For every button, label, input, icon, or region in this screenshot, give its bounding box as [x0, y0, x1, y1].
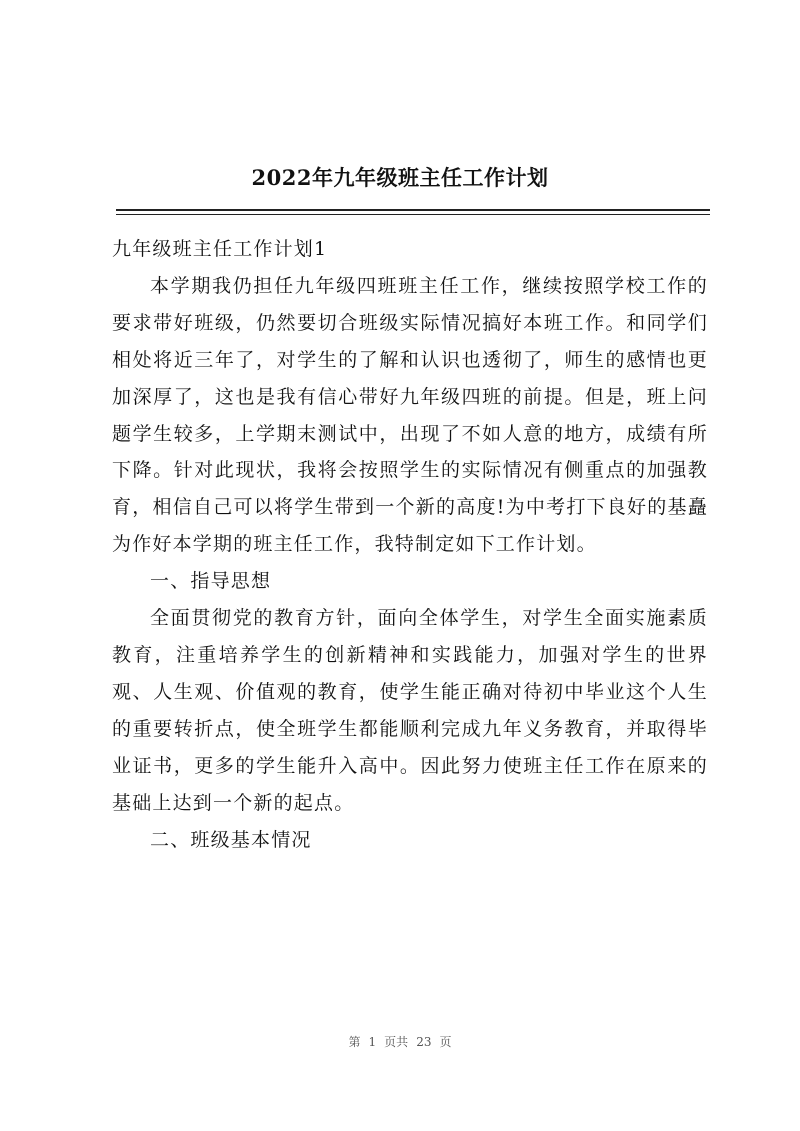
footer-current-page: 1 [368, 1035, 377, 1049]
title-divider-thin [116, 214, 710, 215]
page-footer [0, 1033, 800, 1050]
heading-class-situation: 二、班级基本情况 [150, 828, 312, 851]
section-subtitle: 九年级班主任工作计划1 [112, 238, 328, 260]
title-divider-thick [116, 209, 710, 211]
paragraph-guiding-ideology: 全面贯彻党的教育方针，面向全体学生，对学生全面实施素质教育，注重培养学生的创新精神和实践能力，加强对学生的世界观、人生观、价值观的教育，使学生能正确对待初中毕业这个人生的重要转折点，使全班学生都能顺利完成九年义务教育，并取得毕业证书，更多的学生能升入高中。因此努力使班主任工作在原来的基础上达到一个新的起点。 [112, 607, 708, 814]
footer-suffix: 页 [439, 1035, 452, 1049]
document-body [112, 231, 708, 858]
footer-mid: 页共 [384, 1035, 409, 1049]
heading-guiding-ideology: 一、指导思想 [150, 570, 272, 593]
footer-total-pages: 23 [416, 1035, 432, 1049]
paragraph-intro: 本学期我仍担任九年级四班班主任工作，继续按照学校工作的要求带好班级，仍然要切合班级实际情况搞好本班工作。和同学们相处将近三年了，对学生的了解和认识也透彻了，师生的感情也更加深厚了，这也是我有信心带好九年级四班的前提。但是，班上问题学生较多，上学期末测试中，出现了不如人意的地方，成绩有所下降。针对此现状，我将会按照学生的实际情况有侧重点的加强教育，相信自己可以将学生带到一个新的高度!为中考打下良好的基矗为作好本学期的班主任工作，我特制定如下工作计划。 [112, 274, 708, 556]
footer-prefix: 第 [348, 1035, 361, 1049]
document-title: 2022年九年级班主任工作计划 [251, 165, 549, 190]
